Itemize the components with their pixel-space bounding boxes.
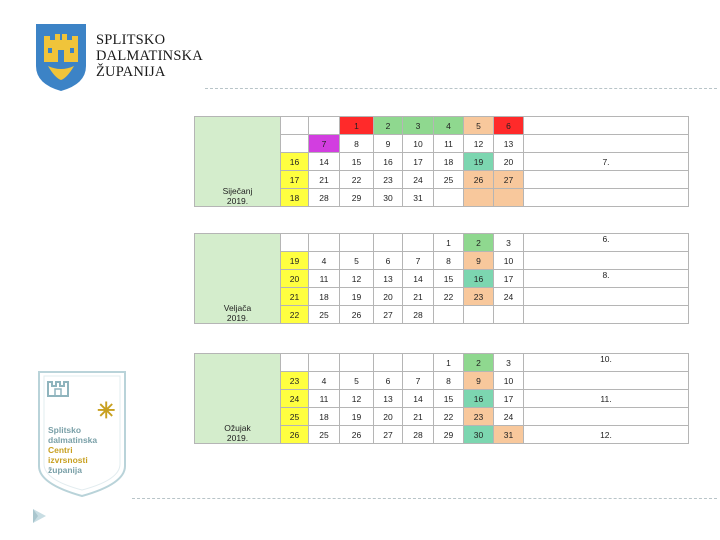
day-cell: 5 [340,372,374,390]
month-calendar-3 [194,353,689,444]
county-crest-logo [34,22,88,92]
day-cell: 17 [494,270,524,288]
day-cell: 3 [403,117,434,135]
day-cell: 27 [374,426,403,444]
week-note-cell [524,306,689,324]
day-cell: 2 [374,117,403,135]
day-cell: 4 [309,252,340,270]
day-cell: 28 [403,306,434,324]
day-cell: 6 [374,372,403,390]
month-label [195,354,281,444]
day-cell [494,189,524,207]
week-note-cell: 10. [524,354,689,372]
badge-line-4: izvrsnosti [48,455,88,465]
day-cell [464,189,494,207]
day-cell: 20 [374,408,403,426]
star-icon: ✳ [97,398,116,423]
day-cell: 5 [340,252,374,270]
week-note-cell: 7. [524,153,689,171]
day-cell [340,354,374,372]
badge-text [48,425,97,475]
day-cell: 16 [464,270,494,288]
next-slide-arrow-icon [32,508,52,524]
day-cell: 27 [374,306,403,324]
week-number-cell: 23 [281,372,309,390]
day-cell: 24 [403,171,434,189]
day-cell [434,189,464,207]
day-cell: 28 [309,189,340,207]
day-cell: 22 [340,171,374,189]
footer-divider [132,498,717,499]
day-cell: 23 [374,171,403,189]
badge-line-3: Centri [48,445,73,455]
week-note-cell: 8. [524,270,689,288]
day-cell: 10 [494,252,524,270]
day-cell: 29 [340,189,374,207]
day-cell: 26 [340,306,374,324]
day-cell: 1 [434,234,464,252]
day-cell: 9 [464,372,494,390]
day-cell: 8 [434,252,464,270]
day-cell [464,306,494,324]
week-note-cell: 6. [524,234,689,252]
week-number-cell: 19 [281,252,309,270]
calendar-row [195,117,689,135]
day-cell: 8 [434,372,464,390]
day-cell: 30 [374,189,403,207]
day-cell [309,234,340,252]
day-cell: 10 [494,372,524,390]
week-number-cell: 22 [281,306,309,324]
day-cell: 3 [494,234,524,252]
day-cell: 28 [403,426,434,444]
day-cell: 6 [494,117,524,135]
week-number-cell: 16 [281,153,309,171]
month-label [195,234,281,324]
day-cell: 7 [403,252,434,270]
day-cell: 13 [374,270,403,288]
day-cell: 20 [494,153,524,171]
month-label-line: Veljača [223,303,252,313]
day-cell [494,306,524,324]
day-cell: 29 [434,426,464,444]
day-cell: 21 [309,171,340,189]
day-cell: 11 [309,390,340,408]
week-number-cell: 18 [281,189,309,207]
day-cell: 22 [434,408,464,426]
day-cell: 13 [374,390,403,408]
day-cell: 16 [374,153,403,171]
day-cell: 15 [340,153,374,171]
week-note-cell [524,117,689,135]
day-cell: 18 [309,408,340,426]
day-cell: 15 [434,270,464,288]
day-cell [340,234,374,252]
week-number-cell: 20 [281,270,309,288]
day-cell: 13 [494,135,524,153]
month-calendar-1 [194,116,689,207]
day-cell: 25 [434,171,464,189]
day-cell: 31 [494,426,524,444]
day-cell [403,354,434,372]
day-cell: 19 [340,288,374,306]
day-cell: 23 [464,288,494,306]
day-cell [374,234,403,252]
day-cell: 6 [374,252,403,270]
week-number-cell [281,354,309,372]
day-cell: 17 [403,153,434,171]
week-note-cell [524,171,689,189]
day-cell: 24 [494,288,524,306]
badge-line-5: županija [48,465,83,475]
month-label [195,117,281,207]
day-cell: 21 [403,408,434,426]
day-cell: 11 [434,135,464,153]
day-cell: 1 [340,117,374,135]
day-cell: 19 [340,408,374,426]
badge-line-2: dalmatinska [48,435,98,445]
calendar-row [195,354,689,372]
day-cell: 12 [340,270,374,288]
week-number-cell [281,234,309,252]
week-note-cell [524,252,689,270]
day-cell: 11 [309,270,340,288]
day-cell: 2 [464,354,494,372]
week-note-cell [524,372,689,390]
day-cell: 27 [494,171,524,189]
week-note-cell [524,189,689,207]
day-cell: 18 [434,153,464,171]
day-cell: 8 [340,135,374,153]
county-name-line-1: SPLITSKO [96,32,166,48]
week-number-cell [281,117,309,135]
day-cell: 14 [309,153,340,171]
day-cell: 22 [434,288,464,306]
day-cell: 24 [494,408,524,426]
day-cell: 20 [374,288,403,306]
badge-line-1: Splitsko [48,425,82,435]
week-number-cell: 21 [281,288,309,306]
week-note-cell: 11. [524,390,689,408]
week-note-cell [524,408,689,426]
day-cell: 5 [464,117,494,135]
week-number-cell: 24 [281,390,309,408]
day-cell [309,117,340,135]
day-cell: 19 [464,153,494,171]
day-cell [434,306,464,324]
day-cell: 4 [309,372,340,390]
calendar-row [195,234,689,252]
day-cell: 1 [434,354,464,372]
day-cell: 26 [340,426,374,444]
day-cell: 14 [403,270,434,288]
day-cell: 25 [309,306,340,324]
day-cell: 2 [464,234,494,252]
week-number-cell: 17 [281,171,309,189]
day-cell [403,234,434,252]
day-cell: 25 [309,426,340,444]
week-note-cell [524,288,689,306]
header-divider [205,88,717,89]
day-cell: 9 [464,252,494,270]
day-cell: 15 [434,390,464,408]
day-cell: 17 [494,390,524,408]
month-label-line: 2019. [226,196,249,206]
month-calendar-2 [194,233,689,324]
week-number-cell: 25 [281,408,309,426]
county-name-line-3: ŽUPANIJA [96,64,166,80]
day-cell [374,354,403,372]
county-name [96,32,203,80]
day-cell: 31 [403,189,434,207]
day-cell: 4 [434,117,464,135]
day-cell: 7 [403,372,434,390]
week-note-cell [524,135,689,153]
day-cell: 21 [403,288,434,306]
day-cell: 9 [374,135,403,153]
day-cell: 12 [464,135,494,153]
day-cell: 10 [403,135,434,153]
month-label-line: Ožujak [224,423,251,433]
day-cell: 16 [464,390,494,408]
week-number-cell: 26 [281,426,309,444]
day-cell: 7 [309,135,340,153]
day-cell: 12 [340,390,374,408]
day-cell: 3 [494,354,524,372]
day-cell: 14 [403,390,434,408]
county-name-line-2: DALMATINSKA [96,48,203,64]
day-cell: 26 [464,171,494,189]
month-label-line: 2019. [226,433,249,443]
month-label-line: Siječanj [222,186,253,196]
week-number-cell [281,135,309,153]
day-cell: 23 [464,408,494,426]
day-cell: 30 [464,426,494,444]
day-cell: 18 [309,288,340,306]
day-cell [309,354,340,372]
month-label-line: 2019. [226,313,249,323]
week-note-cell: 12. [524,426,689,444]
